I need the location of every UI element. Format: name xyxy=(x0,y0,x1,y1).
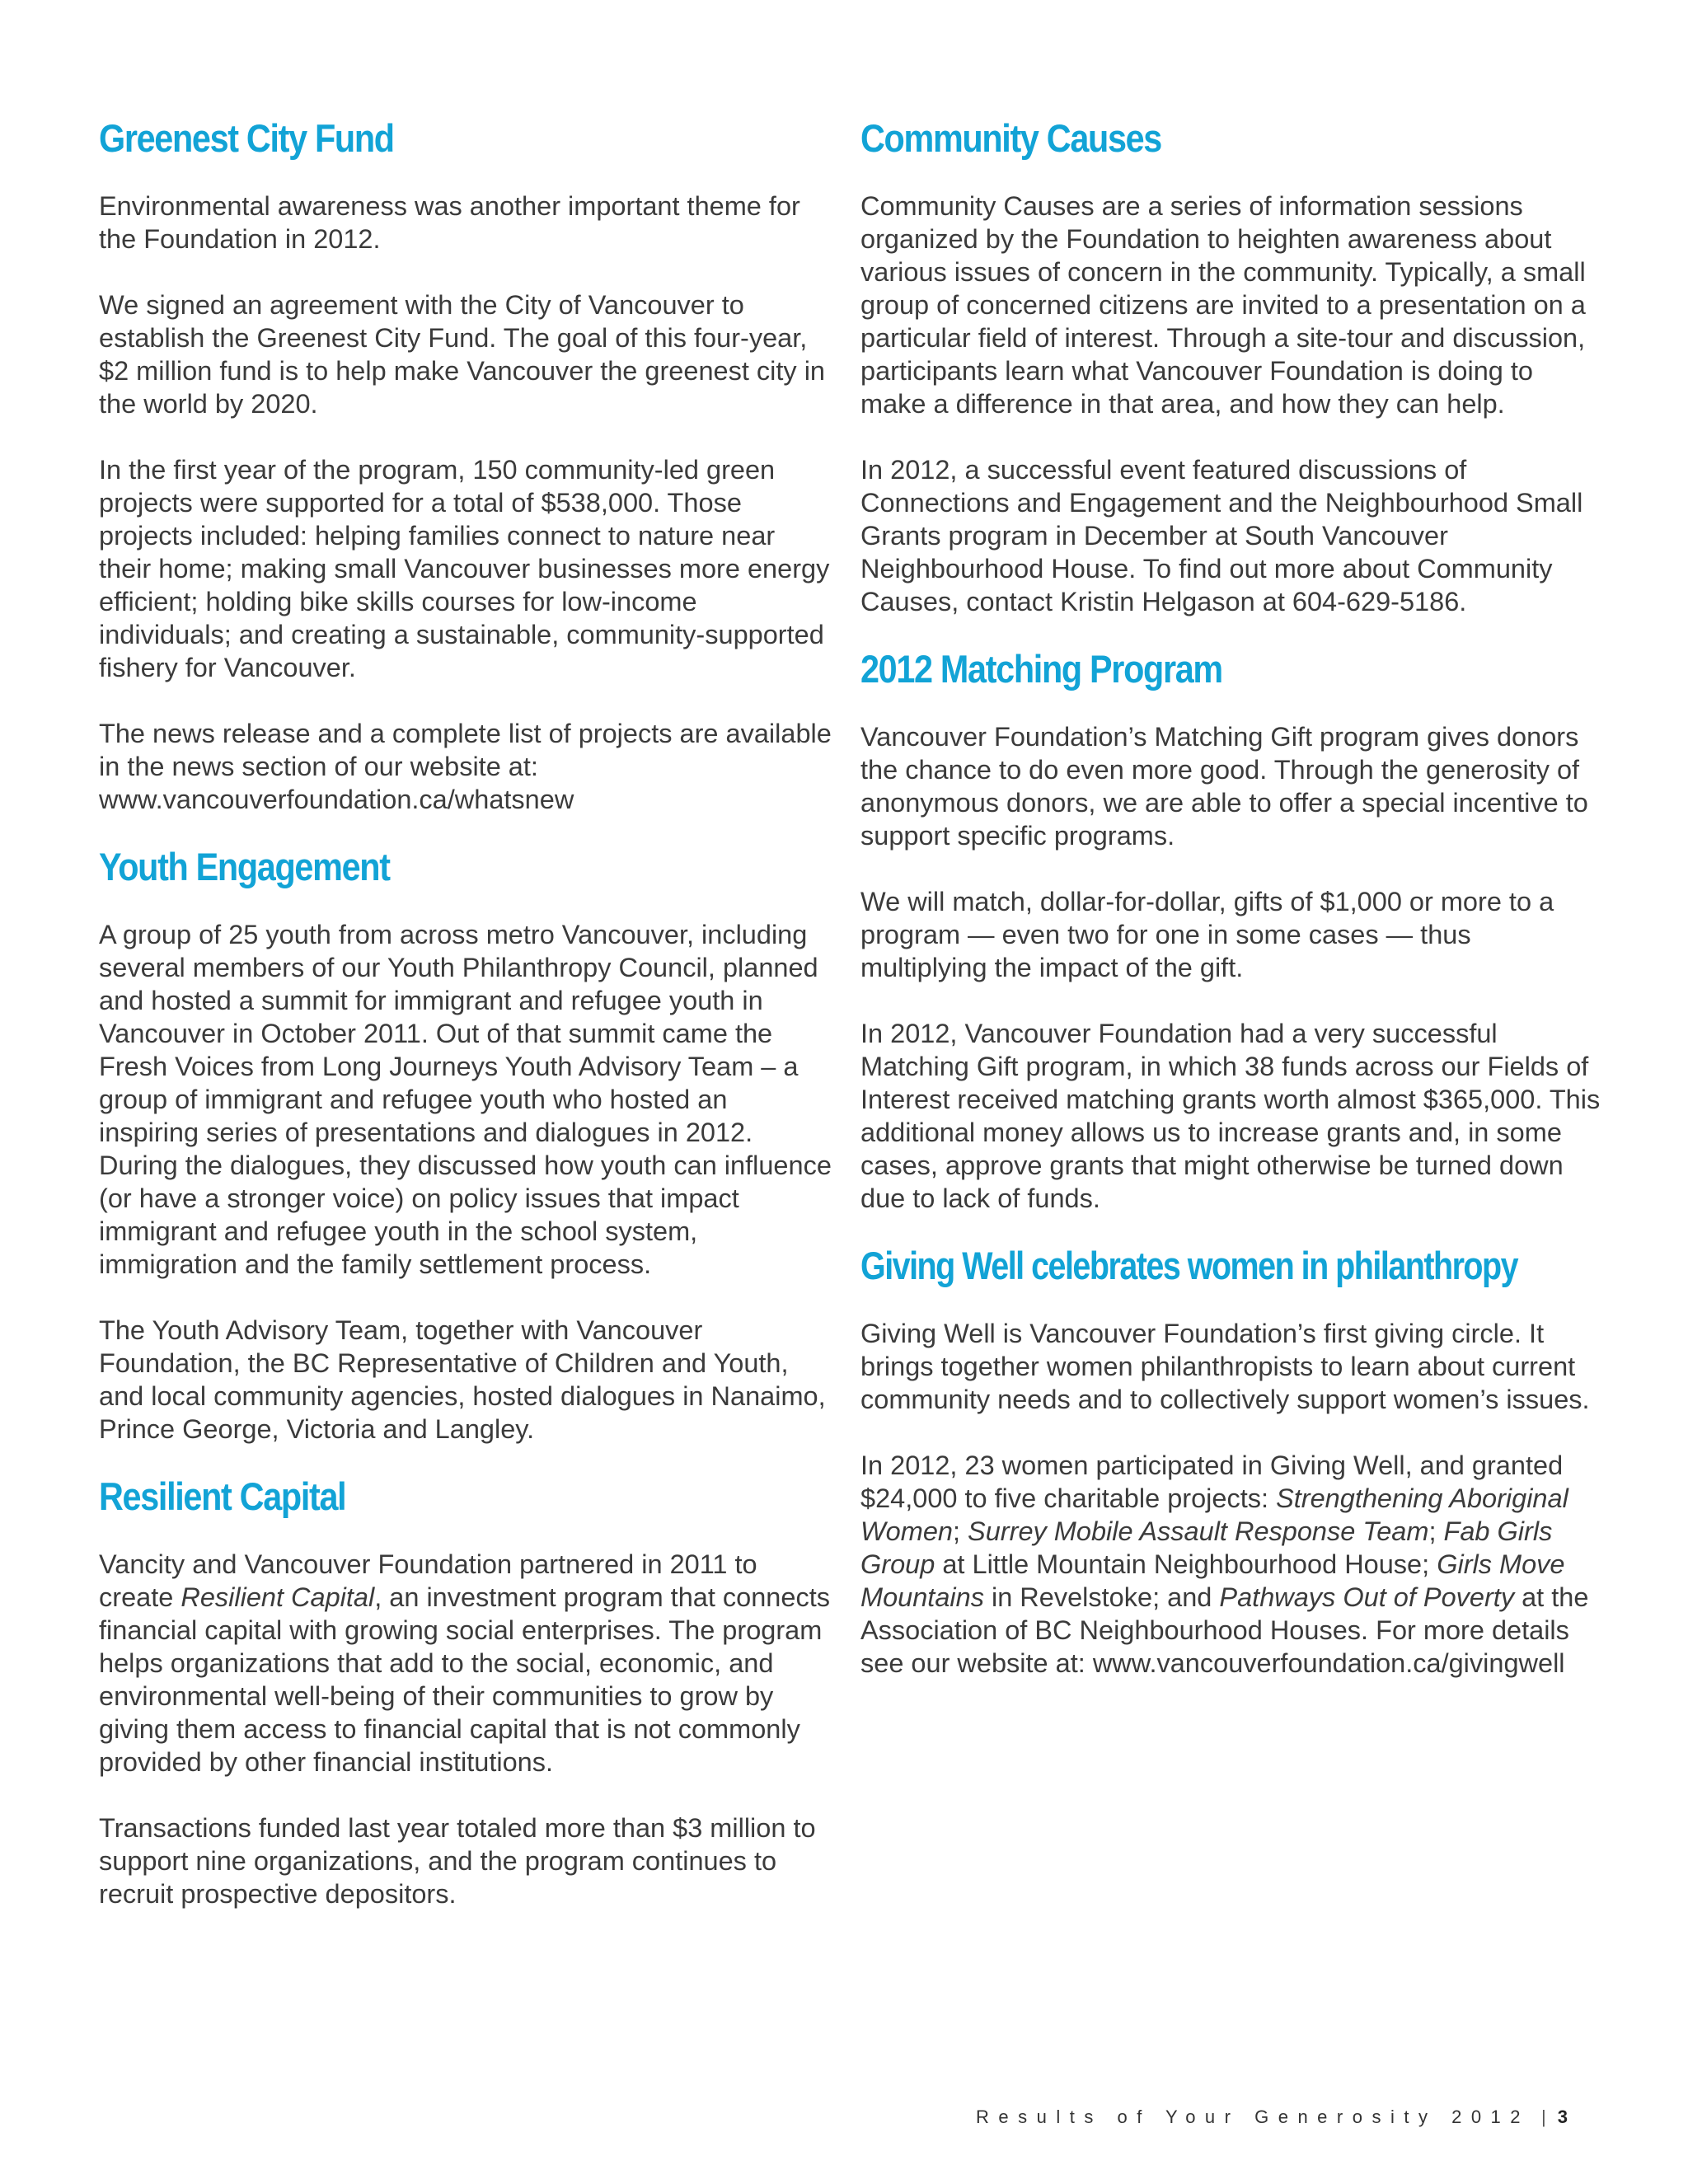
section-resilient-capital xyxy=(99,1470,832,1910)
project-name: Fab Girls Group xyxy=(860,1516,1553,1579)
section-matching-program xyxy=(860,643,1602,1215)
paragraph: The Youth Advisory Team, together with Vancouver Foundation, the BC Representative of Children and Youth, and local community agencies, hosted dialogues in Nanaimo, Prince George, Victoria and Langley. xyxy=(99,1315,826,1444)
section-greenest-city-fund xyxy=(99,112,832,816)
text-run: In 2012, 23 women participated in Giving Well, and granted $24,000 to five charitable projects: xyxy=(860,1451,1564,1513)
paragraph: Environmental awareness was another important theme for the Foundation in 2012. xyxy=(99,191,800,254)
paragraph: The news release and a complete list of projects are available in the news section of our website at: www.vancouverfoundation.ca/whatsnew xyxy=(99,719,832,814)
section-community-causes xyxy=(860,112,1602,618)
heading-youth-engagement: Youth Engagement xyxy=(99,845,390,888)
paragraph: Transactions funded last year totaled more than $3 million to support nine organizations, and the program continues to recruit prospective depositors. xyxy=(99,1813,816,1909)
paragraph: Vancouver Foundation’s Matching Gift program gives donors the chance to do even more good. Through the generosity of anonymous donors, we are able to offer a special incentive to support specific programs. xyxy=(860,722,1588,851)
text-run: ; xyxy=(1428,1516,1444,1546)
right-column xyxy=(860,112,1602,1704)
page-number: 3 xyxy=(1557,2107,1568,2127)
heading-resilient-capital: Resilient Capital xyxy=(99,1474,346,1518)
paragraph: We signed an agreement with the City of Vancouver to establish the Greenest City Fund. The goal of this four-year, $2 million fund is to help make Vancouver the greenest city in the world by 2020. xyxy=(99,290,825,419)
section-youth-engagement xyxy=(99,841,832,1446)
section-giving-well xyxy=(860,1240,1602,1680)
program-name: Resilient Capital xyxy=(181,1582,375,1612)
footer-separator: | xyxy=(1541,2107,1546,2127)
paragraph: In 2012, Vancouver Foundation had a very successful Matching Gift program, in which 38 funds across our Fields of Interest received matching grants worth almost $365,000. This additional money allows us to increase grants and, in some cases, approve grants that might otherwise be turned down due to lack of funds. xyxy=(860,1019,1601,1213)
text-run: at Little Mountain Neighbourhood House; xyxy=(935,1549,1437,1579)
paragraph: Giving Well is Vancouver Foundation’s first giving circle. It brings together women philanthropists to learn about current community needs and to collectively support women’s issues. xyxy=(860,1319,1590,1414)
project-name: Strengthening Aboriginal Women xyxy=(860,1483,1568,1546)
paragraph: In 2012, a successful event featured discussions of Connections and Engagement and the Neighbourhood Small Grants program in December at South Vancouver Neighbourhood House. To find out more about Community Causes, contact Kristin Helgason at 604-629-5186. xyxy=(860,455,1583,616)
paragraph: We will match, dollar-for-dollar, gifts of $1,000 or more to a program — even two for one in some cases — thus multiplying the impact of the gift. xyxy=(860,887,1554,982)
project-name: Girls Move Mountains xyxy=(860,1549,1565,1612)
project-name: Surrey Mobile Assault Response Team xyxy=(968,1516,1429,1546)
paragraph xyxy=(99,1548,832,1779)
paragraph xyxy=(860,1449,1602,1680)
footer-label: Results of Your Generosity 2012 xyxy=(976,2107,1531,2127)
text-run: at the Association of BC Neighbourhood Houses. For more details see our website at: www.vancouverfoundation.ca/givingwell xyxy=(860,1582,1589,1678)
left-column xyxy=(99,112,832,1935)
paragraph: A group of 25 youth from across metro Vancouver, including several members of our Youth Philanthropy Council, planned and hosted a summit for immigrant and refugee youth in Vancouver in October 2011. Out of that summit came the Fresh Voices from Long Journeys Youth Advisory Team – a group of immigrant and refugee youth who hosted an inspiring series of presentations and dialogues in 2012. During the dialogues, they discussed how youth can influence (or have a stronger voice) on policy issues that impact immigrant and refugee youth in the school system, immigration and the family settlement process. xyxy=(99,920,832,1279)
text-run: Vancity and Vancouver Foundation partnered in 2011 to create xyxy=(99,1549,757,1612)
heading-matching-program: 2012 Matching Program xyxy=(860,647,1222,691)
heading-giving-well: Giving Well celebrates women in philanthropy xyxy=(860,1244,1518,1287)
heading-community-causes: Community Causes xyxy=(860,116,1162,160)
text-run: in Revelstoke; and xyxy=(983,1582,1220,1612)
paragraph: Community Causes are a series of information sessions organized by the Foundation to heighten awareness about various issues of concern in the community. Typically, a small group of concerned citizens are invited to a presentation on a particular field of interest. Through a site-tour and discussion, participants learn what Vancouver Foundation is doing to make a difference in that area, and how they can help. xyxy=(860,191,1586,419)
paragraph: In the first year of the program, 150 community-led green projects were supported for a total of $538,000. Those projects included: helping families connect to nature near their home; making small Vancouver businesses more energy efficient; holding bike skills courses for low-income individuals; and creating a sustainable, community-supported fishery for Vancouver. xyxy=(99,455,830,682)
text-run: ; xyxy=(952,1516,968,1546)
project-name: Pathways Out of Poverty xyxy=(1219,1582,1515,1612)
heading-greenest-city-fund: Greenest City Fund xyxy=(99,116,394,160)
text-run: , an investment program that connects financial capital with growing social enterprises. The program helps organizations that add to the social, economic, and environmental well-being of their communities to grow by giving them access to financial capital that is not commonly provided by other financial institutions. xyxy=(99,1582,830,1777)
page-footer xyxy=(976,2107,1568,2128)
